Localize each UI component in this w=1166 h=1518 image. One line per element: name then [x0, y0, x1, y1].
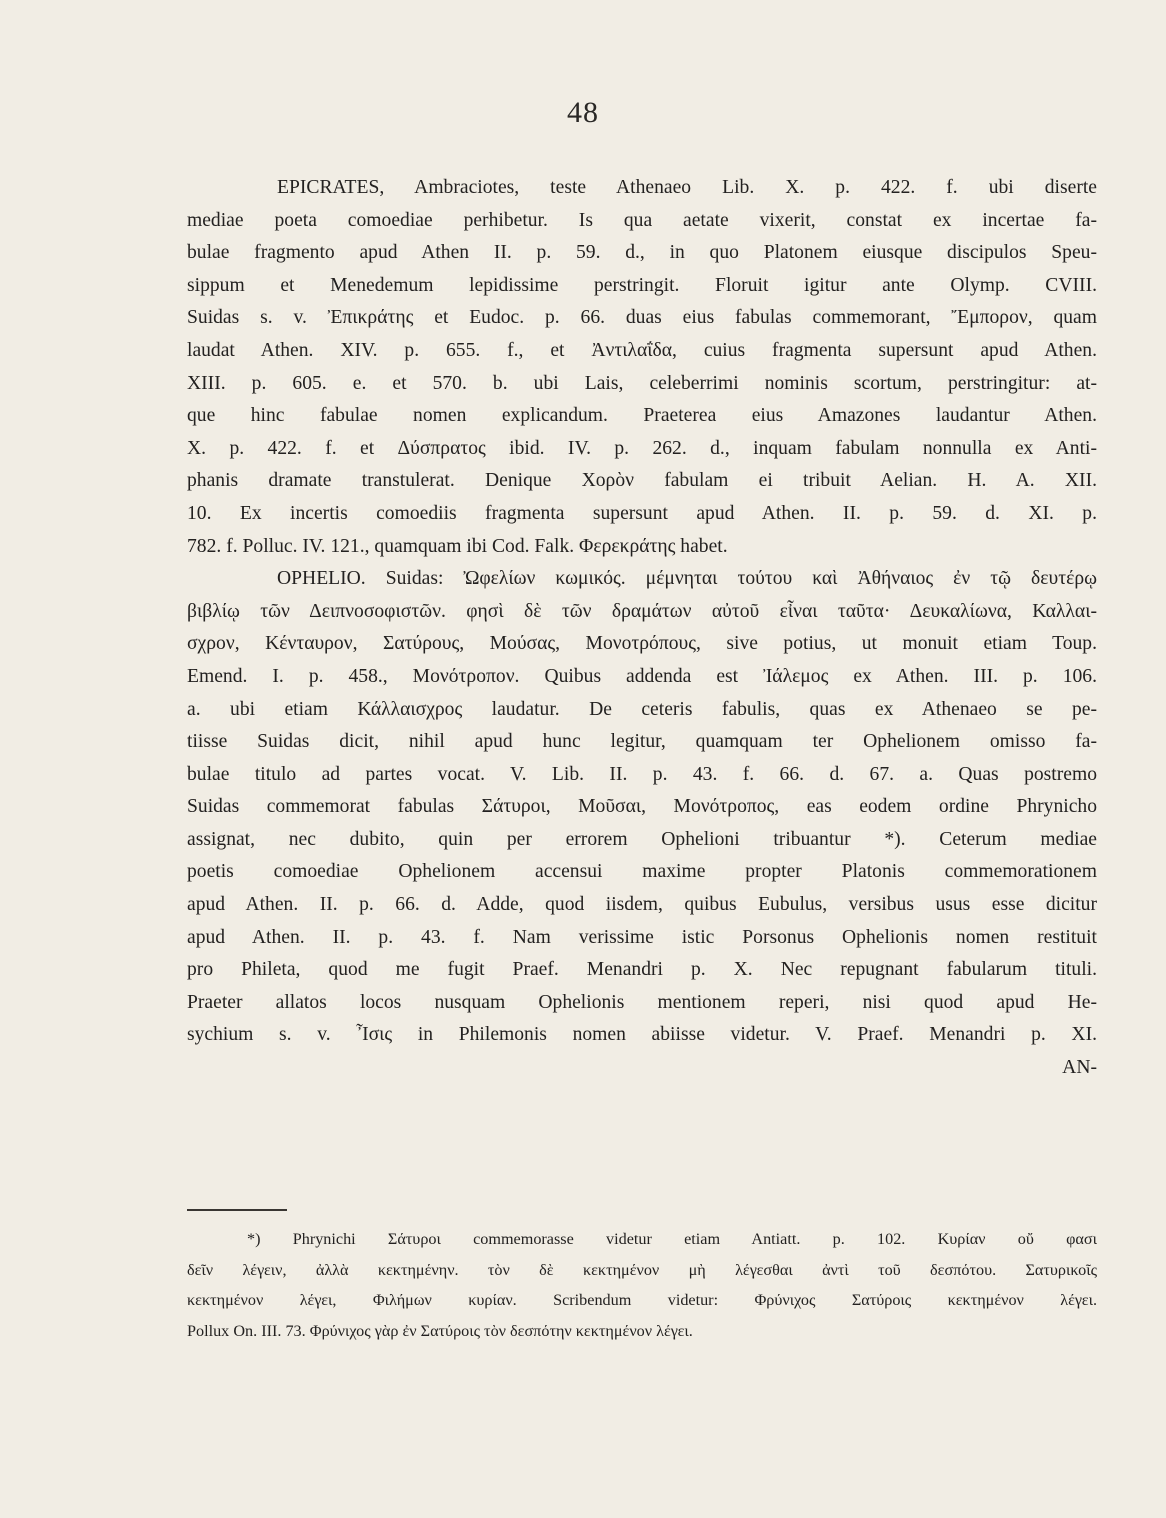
- page-number: 48: [567, 96, 599, 129]
- text-line: pro Phileta, quod me fugit Praef. Menandri p. X. Nec repugnant fabularum tituli.: [187, 959, 1097, 981]
- text-line: poetis comoediae Ophelionem accensui maxime propter Platonis commemorationem: [187, 861, 1097, 883]
- text-line: Praeter allatos locos nusquam Ophelionis mentionem reperi, nisi quod apud He-: [187, 991, 1097, 1013]
- text-line: XIII. p. 605. e. et 570. b. ubi Lais, celeberrimi nominis scortum, perstringitur: at-: [187, 372, 1097, 394]
- text-line: a. ubi etiam Κάλλαισχρος laudatur. De ceteris fabulis, quas ex Athenaeo se pe-: [187, 698, 1097, 720]
- text-line: bulae fragmento apud Athen II. p. 59. d., in quo Platonem eiusque discipulos Speu-: [187, 242, 1097, 264]
- text-line: tiisse Suidas dicit, nihil apud hunc legitur, quamquam ter Ophelionem omisso fa-: [187, 731, 1097, 753]
- text-line: EPICRATES, Ambraciotes, teste Athenaeo Lib. X. p. 422. f. ubi diserte: [277, 177, 1097, 198]
- text-line: bulae titulo ad partes vocat. V. Lib. II. p. 43. f. 66. d. 67. a. Quas postremo: [187, 763, 1097, 785]
- text-line: X. p. 422. f. et Δύσπρατος ibid. IV. p. 262. d., inquam fabulam nonnulla ex Anti-: [187, 437, 1097, 459]
- footnote-line: Pollux On. III. 73. Φρύνιχος γὰρ ἐν Σατύροις τὸν δεσπότην κεκτημένον λέγει.: [187, 1321, 693, 1340]
- footnote-line: κεκτημένον λέγει, Φιλήμων κυρίαν. Scribendum videtur: Φρύνιχος Σατύροις κεκτημένον λέγει.: [187, 1291, 1097, 1309]
- catchword: AN-: [1062, 1057, 1097, 1079]
- footnotes: [187, 1224, 1097, 1346]
- text-line: assignat, nec dubito, quin per errorem Ophelioni tribuantur *). Ceterum mediae: [187, 828, 1097, 850]
- text-line: sychium s. v. Ἶσις in Philemonis nomen abiisse videtur. V. Praef. Menandri p. XI.: [187, 1024, 1097, 1046]
- main-text-body: [187, 172, 1097, 1085]
- text-line: OPHELIO. Suidas: Ὠφελίων κωμικός. μέμνηται τούτου καὶ Ἀθήναιος ἐν τῷ δευτέρῳ: [277, 568, 1097, 590]
- text-line: que hinc fabulae nomen explicandum. Praeterea eius Amazones laudantur Athen.: [187, 405, 1097, 427]
- text-line: 10. Ex incertis comoediis fragmenta supersunt apud Athen. II. p. 59. d. XI. p.: [187, 502, 1097, 524]
- text-line: apud Athen. II. p. 43. f. Nam verissime istic Porsonus Ophelionis nomen restituit: [187, 926, 1097, 948]
- text-line: βιβλίῳ τῶν Δειπνοσοφιστῶν. φησὶ δὲ τῶν δραμάτων αὐτοῦ εἶναι ταῦτα· Δευκαλίωνα, Καλλαι-: [187, 600, 1097, 622]
- text-line: Emend. I. p. 458., Μονότροπον. Quibus addenda est Ἰάλεμος ex Athen. III. p. 106.: [187, 665, 1097, 687]
- text-line: laudat Athen. XIV. p. 655. f., et Ἀντιλαΐδα, cuius fragmenta supersunt apud Athen.: [187, 339, 1097, 361]
- text-line: mediae poeta comoediae perhibetur. Is qua aetate vixerit, constat ex incertae fa-: [187, 209, 1097, 231]
- text-line: sippum et Menedemum lepidissime perstringit. Floruit igitur ante Olymp. CVIII.: [187, 274, 1097, 296]
- text-line: σχρον, Κένταυρον, Σατύρους, Μούσας, Μονοτρόπους, sive potius, ut monuit etiam Toup.: [187, 633, 1097, 655]
- text-line: Suidas s. v. Ἐπικράτης et Eudoc. p. 66. duas eius fabulas commemorant, Ἔμπορον, quam: [187, 307, 1097, 329]
- footnote-line: δεῖν λέγειν, ἀλλὰ κεκτημένην. τὸν δὲ κεκτημένον μὴ λέγεσθαι ἀντὶ τοῦ δεσπότου. Σατυρικοῖς: [187, 1260, 1097, 1279]
- footnote-line: *) Phrynichi Σάτυροι commemorasse videtur etiam Antiatt. p. 102. Κυρίαν οὔ φασι: [247, 1230, 1097, 1248]
- text-line: Suidas commemorat fabulas Σάτυροι, Μοῦσαι, Μονότροπος, eas eodem ordine Phrynicho: [187, 796, 1097, 818]
- text-line: apud Athen. II. p. 66. d. Adde, quod iisdem, quibus Eubulus, versibus usus esse dicitur: [187, 894, 1097, 916]
- footnote-divider: [187, 1209, 287, 1211]
- text-line: 782. f. Polluc. IV. 121., quamquam ibi Cod. Falk. Φερεκράτης habet.: [187, 535, 728, 557]
- text-line: phanis dramate transtulerat. Denique Χορὸν fabulam ei tribuit Aelian. H. A. XII.: [187, 470, 1097, 492]
